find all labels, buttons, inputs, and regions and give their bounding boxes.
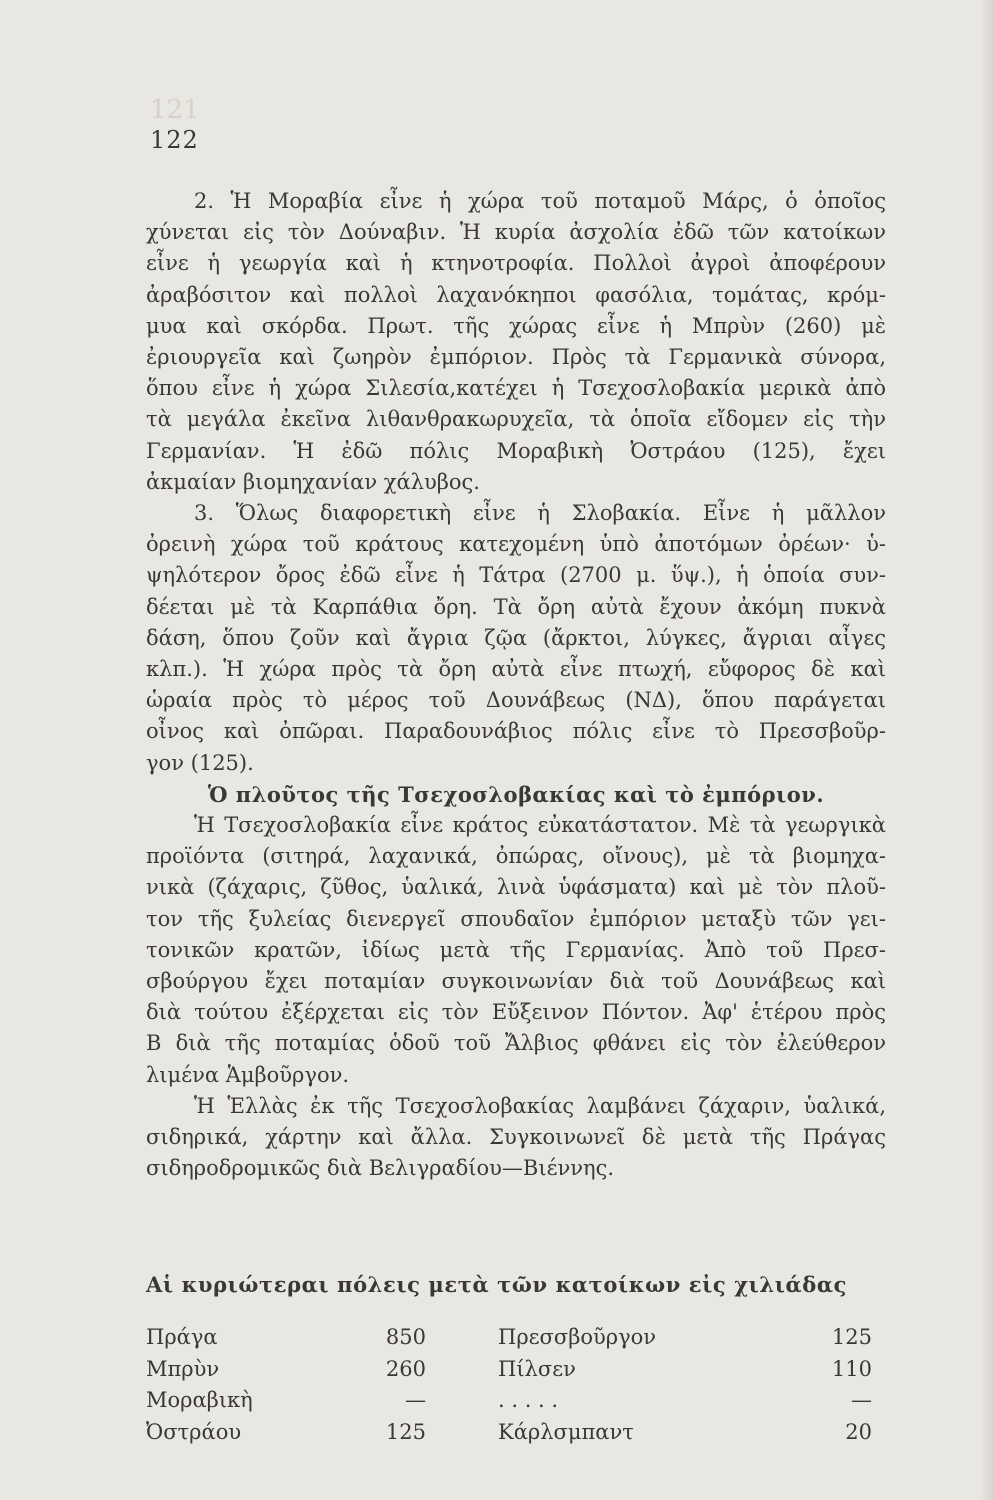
text-line: λιμένα Ἁμβοῦργον. [146, 1062, 350, 1087]
text-line: ὀρεινὴ χώρα τοῦ κράτους κατεχομένη ὑπὸ ἀποτόμων ὀρέων· ὑ- [146, 532, 886, 557]
city-name: Κάρλσμπαντ [498, 1419, 634, 1444]
city-population: 20 [845, 1419, 872, 1444]
table-row [146, 1417, 872, 1449]
text-line: γον (125). [146, 750, 254, 775]
text-line: σιδηρικά, χάρτην καὶ ἄλλα. Συγκοινωνεῖ δὲ μετὰ τῆς Πράγας [146, 1125, 886, 1150]
cities-table [146, 1322, 872, 1448]
text-line: Ἡ Τσεχοσλοβακία εἶνε κράτος εὐκατάστατον. Μὲ τὰ γεωργικὰ [194, 813, 886, 838]
table-row [146, 1385, 872, 1417]
city-population: — [405, 1388, 426, 1412]
page-number: 122 [150, 126, 199, 154]
text-line: ὅπου εἶνε ἡ χώρα Σιλεσία,κατέχει ἡ Τσεχοσλοβακία μερικὰ ἀπὸ [146, 376, 886, 401]
text-line: 3. Ὅλως διαφορετικὴ εἶνε ἡ Σλοβακία. Εἶνε ἡ μᾶλλον [194, 501, 886, 526]
city-name: Πράγα [146, 1325, 218, 1349]
city-name: Πίλσεν [498, 1356, 576, 1381]
text-line: δάση, ὅπου ζοῦν καὶ ἄγρια ζῷα (ἄρκτοι, λύγκες, ἄγριαι αἶγες [146, 625, 886, 650]
ghost-page-number: 121 [150, 95, 200, 125]
text-line: 2. Ἡ Μοραβία εἶνε ἡ χώρα τοῦ ποταμοῦ Μάρς, ὁ ὁποῖος [194, 189, 886, 213]
city-name: Μπρὺν [146, 1356, 220, 1381]
table-row [146, 1322, 872, 1354]
text-line: τονικῶν κρατῶν, ἰδίως μετὰ τῆς Γερμανίας. Ἀπὸ τοῦ Πρεσ- [146, 937, 886, 962]
city-name: Ὀστράου [146, 1419, 242, 1444]
section-heading: Ὁ πλοῦτος τῆς Τσεχοσλοβακίας καὶ τὸ ἐμπόριον. [207, 781, 825, 807]
city-name: Πρεσσβοῦργον [498, 1325, 657, 1349]
text-line: εἶνε ἡ γεωργία καὶ ἡ κτηνοτροφία. Πολλοὶ ἀγροὶ ἀποφέρουν [146, 251, 886, 276]
city-name: . . . . . [498, 1388, 559, 1412]
city-population: 110 [831, 1356, 872, 1381]
section-3-slovakia [146, 498, 886, 779]
cities-table-heading: Αἱ κυριώτεραι πόλεις μετὰ τῶν κατοίκων εἰς χιλιάδας [146, 1272, 847, 1297]
text-line: ἐριουργεῖα καὶ ζωηρὸν ἐμπόριον. Πρὸς τὰ Γερμανικὰ σύνορα, [146, 345, 886, 370]
text-line: διὰ τούτου ἐξέρχεται εἰς τὸν Εὔξεινον Πόντον. Ἀφ' ἑτέρου πρὸς [146, 1000, 886, 1025]
text-line: προϊόντα (σιτηρά, λαχανικά, ὀπώρας, οἴνους), μὲ τὰ βιομηχα- [146, 844, 886, 869]
text-line: Β διὰ τῆς ποταμίας ὁδοῦ τοῦ Ἄλβιος φθάνει εἰς τὸν ἐλεύθερον [146, 1031, 886, 1056]
text-line: Γερμανίαν. Ἡ ἐδῶ πόλις Μοραβικὴ Ὀστράου (125), ἔχει [146, 438, 886, 463]
text-line: ἀκμαίαν βιομηχανίαν χάλυβος. [146, 469, 480, 494]
text-line: χύνεται εἰς τὸν Δούναβιν. Ἡ κυρία ἀσχολία ἐδῶ τῶν κατοίκων [146, 220, 886, 245]
text-line: σιδηροδρομικῶς διὰ Βελιγραδίου—Βιέννης. [146, 1156, 615, 1181]
text-line: μυα καὶ σκόρδα. Πρωτ. τῆς χώρας εἶνε ἡ Μπρὺν (260) μὲ [146, 313, 886, 338]
text-line: κλπ.). Ἡ χώρα πρὸς τὰ ὄρη αὐτὰ εἶνε πτωχή, εὔφορος δὲ καὶ [146, 657, 886, 682]
text-line: τον τῆς ξυλείας διενεργεῖ σπουδαῖον ἐμπόριον μεταξὺ τῶν γει- [146, 906, 886, 931]
text-line: δέεται μὲ τὰ Καρπάθια ὄρη. Τὰ ὄρη αὐτὰ ἔχουν ἀκόμη πυκνὰ [146, 594, 886, 619]
text-line: σβούργου ἔχει ποταμίαν συγκοινωνίαν διὰ τοῦ Δουνάβεως καὶ [146, 969, 886, 994]
text-line: νικὰ (ζάχαρις, ζῦθος, ὑαλικά, λινὰ ὑφάσματα) καὶ μὲ τὸν πλοῦ- [146, 875, 886, 900]
page-edge-shadow [980, 0, 994, 1500]
body-text [146, 186, 886, 1185]
section-wealth-trade [146, 779, 886, 1185]
text-line: ἀραβόσιτον καὶ πολλοὶ λαχανόκηποι φασόλια, τομάτας, κρόμ- [146, 282, 886, 307]
city-population: 125 [385, 1419, 426, 1444]
city-population: 260 [385, 1356, 426, 1381]
text-line: τὰ μεγάλα ἐκεῖνα λιθανθρακωρυχεῖα, τὰ ὁποῖα εἴδομεν εἰς τὴν [146, 407, 886, 432]
section-2-moravia [146, 186, 886, 498]
city-population: — [851, 1388, 872, 1412]
city-population: 125 [831, 1325, 872, 1349]
table-row [146, 1354, 872, 1386]
text-line: ψηλότερον ὄρος ἐδῶ εἶνε ἡ Τάτρα (2700 μ. ὕψ.), ἡ ὁποία συν- [146, 563, 886, 588]
text-line: οἶνος καὶ ὀπῶραι. Παραδουνάβιος πόλις εἶνε τὸ Πρεσσβοῦρ- [146, 719, 886, 744]
text-line: ὡραία πρὸς τὸ μέρος τοῦ Δουνάβεως (ΝΔ), ὅπου παράγεται [146, 688, 886, 713]
city-population: 850 [385, 1325, 426, 1349]
city-name: Μοραβικὴ [146, 1388, 253, 1412]
text-line: Ἡ Ἑλλὰς ἐκ τῆς Τσεχοσλοβακίας λαμβάνει ζάχαριν, ὑαλικά, [194, 1093, 886, 1118]
